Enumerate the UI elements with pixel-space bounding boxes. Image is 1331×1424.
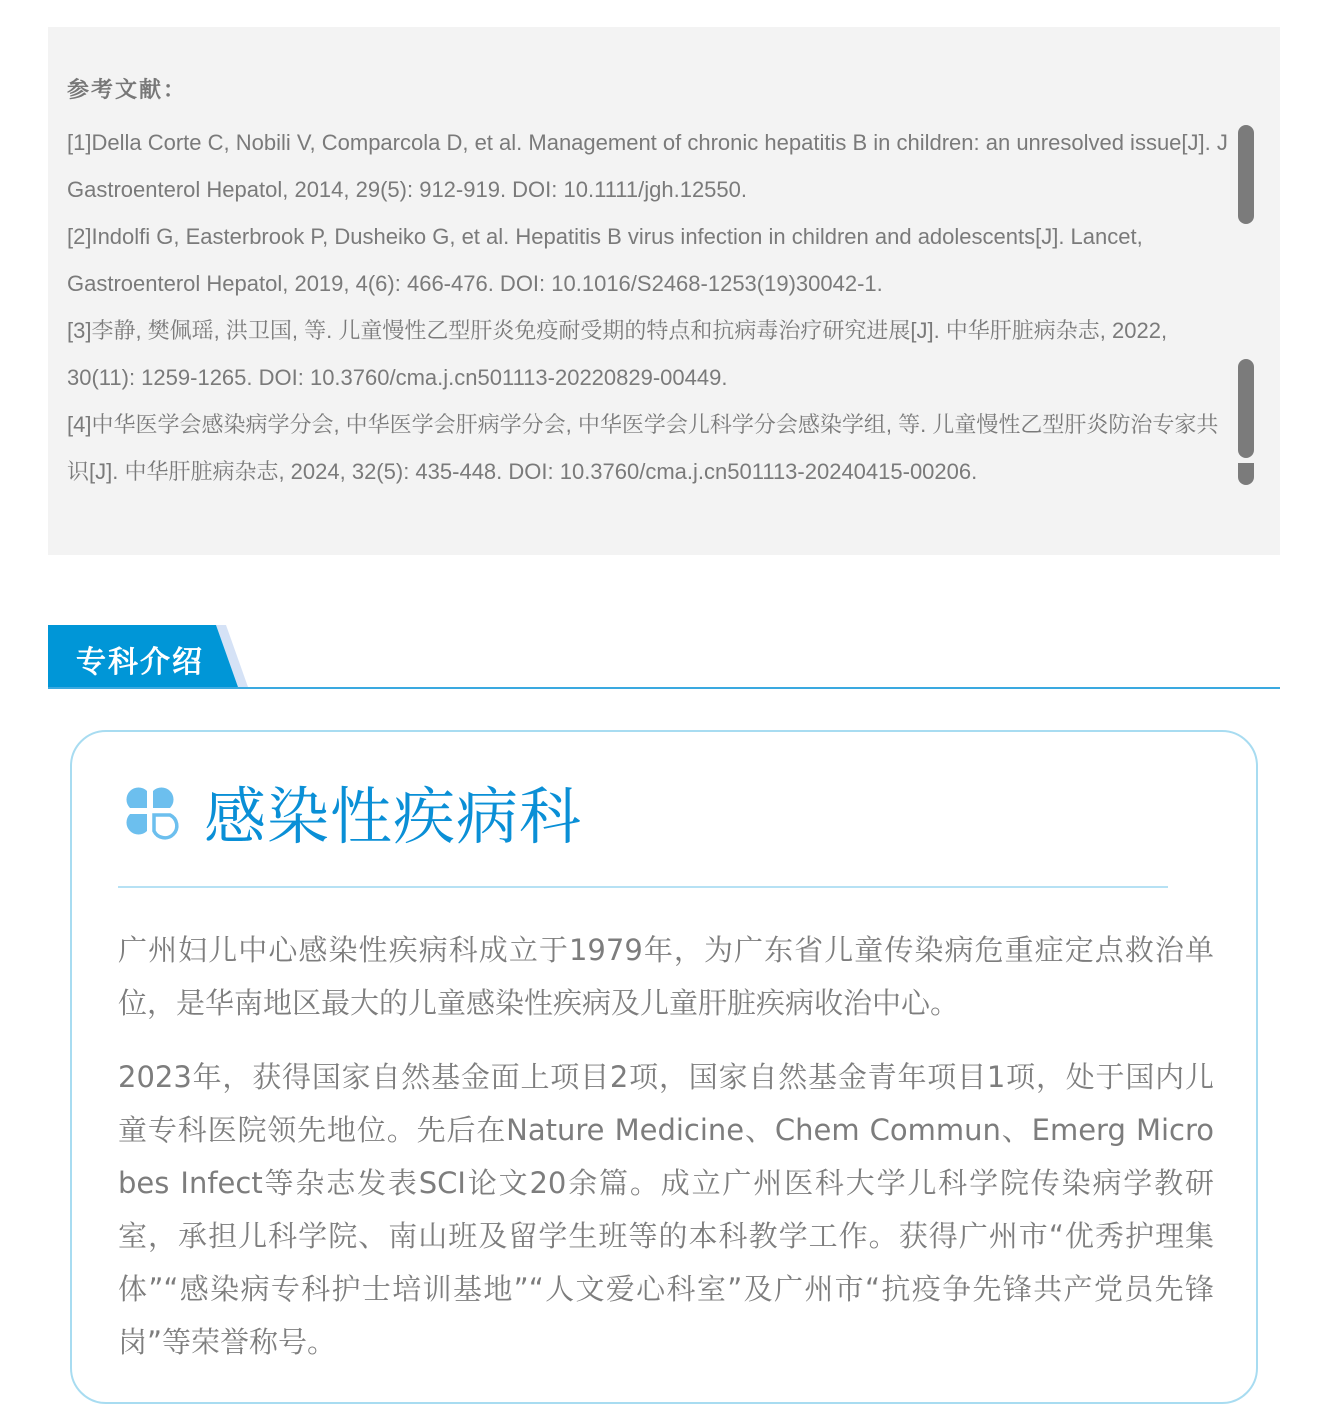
description-paragraph: 2023年，获得国家自然基金面上项目2项，国家自然基金青年项目1项，处于国内儿童专科医院领先地位。先后在Nature Medicine、Chem Commun、Emerg Microbes Infect等杂志发表SCI论文20余篇。成立广州医科大学儿科学院传染病学教研室，承担儿科学院、南山班及留学生班等的本科教学工作。获得广州市“优秀护理集体”“感染病专科护士培训基地”“人文爱心科室”及广州市“抗疫争先锋共产党员先锋岗”等荣誉称号。 — [118, 1060, 1214, 1359]
references-title: 参考文献： — [67, 78, 188, 103]
department-description — [118, 924, 1214, 1390]
reference-item: [1]Della Corte C, Nobili V, Comparcola D, et al. Management of chronic hepatitis B in children: an unresolved issue[J]. J Gastroenterol Hepatol, 2014, 29(5): 912-919. DOI: 10.1111/jgh.12550. — [67, 130, 1228, 202]
scrollbar-thumb[interactable] — [1238, 463, 1254, 485]
description-paragraph: 广州妇儿中心感染性疾病科成立于1979年，为广东省儿童传染病危重症定点救治单位，是华南地区最大的儿童感染性疾病及儿童肝脏疾病收治中心。 — [118, 933, 1214, 1020]
reference-item: [3]李静, 樊佩瑶, 洪卫国, 等. 儿童慢性乙型肝炎免疫耐受期的特点和抗病毒治疗研究进展[J]. 中华肝脏病杂志, 2022, 30(11): 1259-1265. DOI: 10.3760/cma.j.cn501113-20220829-00449. — [67, 318, 1168, 390]
reference-item: [4]中华医学会感染病学分会, 中华医学会肝病学分会, 中华医学会儿科学分会感染学组, 等. 儿童慢性乙型肝炎防治专家共识[J]. 中华肝脏病杂志, 2024, 32(5): 435-448. DOI: 10.3760/cma.j.cn501113-20240415-00206. — [67, 412, 1219, 484]
references-box — [48, 27, 1280, 555]
section-divider — [48, 687, 1280, 689]
references-list — [67, 119, 1232, 495]
section-tab-label: 专科介绍 — [76, 645, 204, 680]
section-header — [48, 625, 1280, 689]
scrollbar-thumb[interactable] — [1238, 359, 1254, 458]
reference-item: [2]Indolfi G, Easterbrook P, Dusheiko G, et al. Hepatitis B virus infection in children and adolescents[J]. Lancet, Gastroenterol Hepatol, 2019, 4(6): 466-476. DOI: 10.1016/S2468-1253(19)30042-1. — [67, 224, 1143, 296]
department-title: 感染性疾病科 — [204, 779, 583, 853]
department-divider — [118, 886, 1168, 888]
department-card — [70, 730, 1258, 1404]
scrollbar-thumb[interactable] — [1238, 125, 1254, 224]
clover-icon — [118, 779, 182, 843]
department-header — [118, 776, 583, 853]
